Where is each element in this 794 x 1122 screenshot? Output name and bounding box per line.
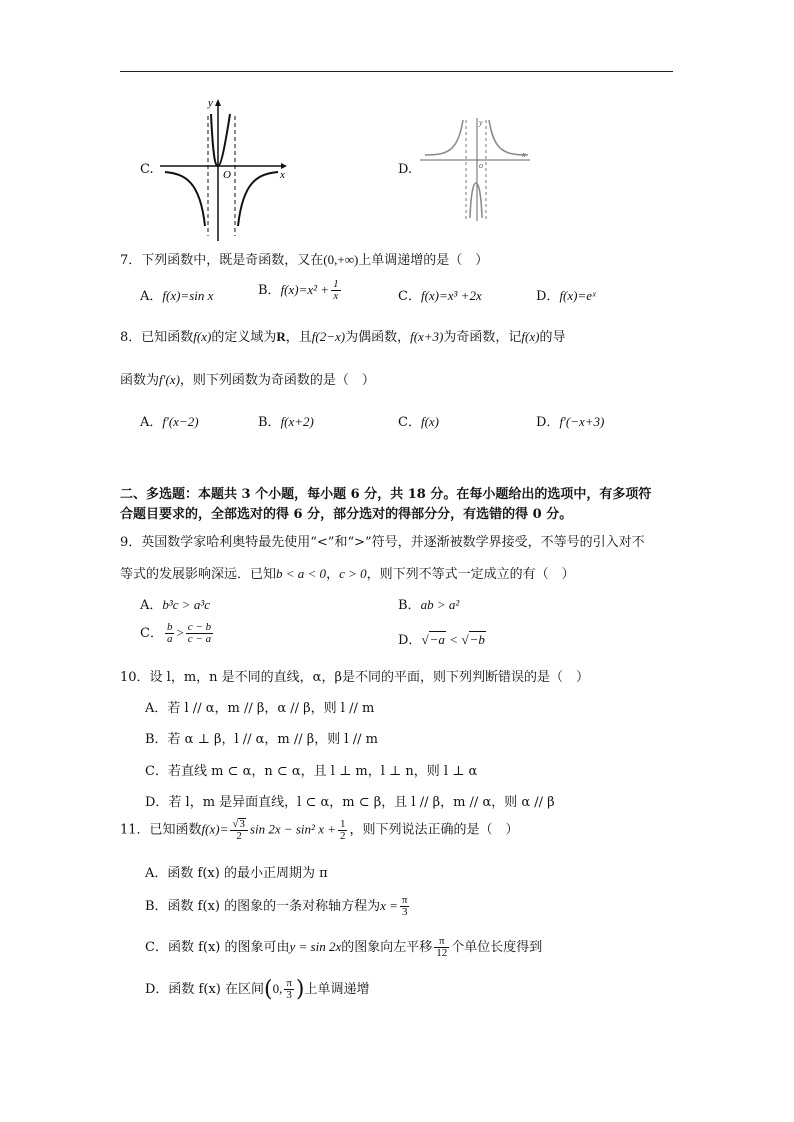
graph-d-y-label: y bbox=[479, 118, 483, 127]
q7-option-d[interactable]: D．f(x)=eˣ bbox=[536, 288, 596, 304]
q8-option-c[interactable]: C．f(x) bbox=[398, 414, 439, 430]
q7-option-b[interactable]: B．f(x)=x² + $\frac{1}{x}$ bbox=[258, 278, 339, 302]
q8-option-d[interactable]: D．f′(−x+3) bbox=[536, 414, 605, 430]
q8-option-b[interactable]: B．f(x+2) bbox=[258, 414, 314, 430]
q7-option-c[interactable]: C．f(x)=x³ +2x bbox=[398, 288, 482, 304]
q10-option-d[interactable]: D．若 l，m 是异面直线，l ⊂ α，m ⊂ β，且 l // β，m // α，则 α // β bbox=[145, 795, 555, 810]
q7-option-a[interactable]: A．f(x)=sin x bbox=[140, 288, 214, 304]
header-rule bbox=[120, 71, 673, 72]
graph-d-x-label: x bbox=[522, 150, 526, 159]
graph-c-label: C. bbox=[140, 162, 154, 177]
q11-option-a[interactable]: A．函数 f(x) 的最小正周期为 π bbox=[145, 866, 328, 881]
q11-stem: 11．已知函数f(x)= $\frac{√3}{2}$ sin 2x − sin² x + $\frac{1}{2}$ ，则下列说法正确的是（ ） bbox=[120, 817, 519, 842]
graph-c-curve-right bbox=[238, 172, 278, 226]
graph-c-x-label: x bbox=[280, 169, 285, 181]
graph-c-curve-left bbox=[165, 172, 205, 226]
q9-line1: 9．英国数学家哈利奥特最先使用“<”和“>”符号，并逐渐被数学界接受，不等号的引入对不 bbox=[120, 535, 645, 550]
q9-option-c[interactable]: C． $\frac{b}{a}$ > $\frac{c - b}{c - a}$ bbox=[140, 621, 212, 645]
q11-option-d[interactable]: D．函数 f(x) 在区间(0, $\frac{\pi}{3}$ )上单调递增 bbox=[145, 977, 370, 1002]
q8-line1: 8．已知函数f(x)的定义域为R，且f(2−x)为偶函数，f(x+3)为奇函数，记f(x)的导 bbox=[120, 329, 566, 345]
graph-c-y-label: y bbox=[208, 97, 213, 109]
q8-line2: 函数为f′(x)，则下列函数为奇函数的是（ ） bbox=[120, 372, 375, 388]
q10-stem: 10．设 l，m，n 是不同的直线，α，β是不同的平面，则下列判断错误的是（ ） bbox=[120, 670, 589, 685]
q8-option-a[interactable]: A．f′(x−2) bbox=[140, 414, 199, 430]
q9-option-a[interactable]: A．b³c > a³c bbox=[140, 597, 210, 613]
graph-c bbox=[160, 96, 290, 244]
q10-option-b[interactable]: B．若 α ⊥ β，l // α，m // β，则 l // m bbox=[145, 732, 378, 747]
graph-c-origin: O bbox=[223, 169, 231, 181]
section2-line1: 二、多选题：本题共 3 个小题，每小题 6 分，共 18 分。在每小题给出的选项中，有多项符 bbox=[120, 487, 652, 502]
section2-line2: 合题目要求的，全部选对的得 6 分，部分选对的得部分分，有选错的得 0 分。 bbox=[120, 507, 573, 522]
q9-option-b[interactable]: B．ab > a² bbox=[398, 597, 460, 613]
graph-c-y-arrow bbox=[215, 99, 221, 106]
q9-line2: 等式的发展影响深远．已知b < a < 0，c > 0，则下列不等式一定成立的有（ ） bbox=[120, 566, 575, 582]
graph-d-curve-mid bbox=[470, 183, 482, 218]
graph-d-curve-left bbox=[425, 120, 463, 155]
graph-c-curve-mid bbox=[211, 114, 230, 166]
graph-d-origin: o bbox=[479, 161, 483, 170]
q10-option-a[interactable]: A．若 l // α，m // β，α // β，则 l // m bbox=[145, 701, 375, 716]
graph-d bbox=[420, 115, 535, 223]
q9-option-d[interactable]: D．√−a < √−b bbox=[398, 632, 485, 648]
q7-stem: 7．下列函数中，既是奇函数，又在(0,+∞)上单调递增的是（ ） bbox=[120, 252, 489, 268]
q10-option-c[interactable]: C．若直线 m ⊂ α，n ⊂ α，且 l ⊥ m，l ⊥ n，则 l ⊥ α bbox=[145, 764, 478, 779]
q11-option-b[interactable]: B．函数 f(x) 的图象的一条对称轴方程为x = $\frac{\pi}{3}$ bbox=[145, 894, 408, 918]
q11-option-c[interactable]: C．函数 f(x) 的图象可由y = sin 2x的图象向左平移 $\frac{\pi}{12}$ 个单位长度得到 bbox=[145, 935, 543, 959]
graph-d-label: D. bbox=[398, 162, 413, 177]
